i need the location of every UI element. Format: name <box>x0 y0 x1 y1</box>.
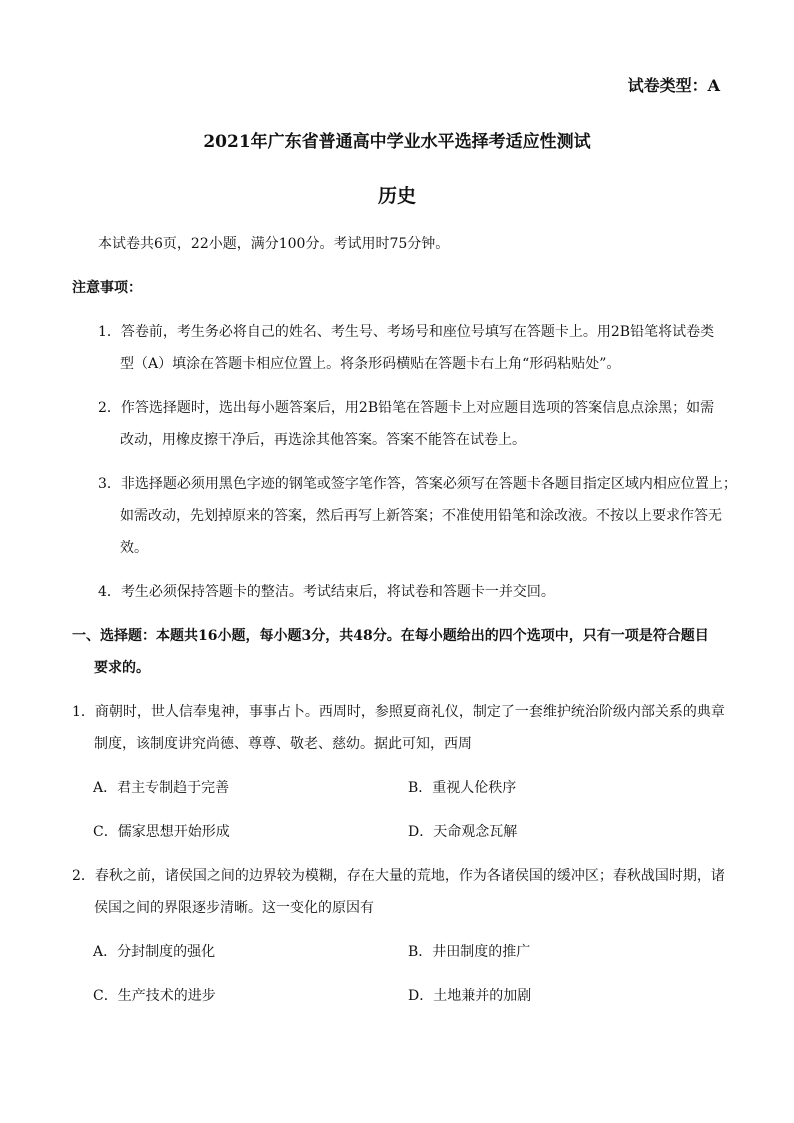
paper-type-label: 试卷类型：A <box>627 76 720 95</box>
notice-1-line-2: 型（A）填涂在答题卡相应位置上。将条形码横贴在答题卡右上角“形码粘贴处”。 <box>120 356 621 372</box>
question-2-option-c: C．生产技术的进步 <box>93 988 216 1004</box>
section-1-heading-line-2: 要求的。 <box>94 660 150 676</box>
notice-2-line-1: 2．作答选择题时，选出每小题答案后，用2B铅笔在答题卡上对应题目选项的答案信息点涂黑；如需 <box>98 400 715 416</box>
notice-3-line-1: 3．非选择题必须用黑色字迹的钢笔或签字笔作答，答案必须写在答题卡各题目指定区域内相应位置上； <box>98 476 737 492</box>
notice-2-line-2: 改动，用橡皮擦干净后，再选涂其他答案。答案不能答在试卷上。 <box>120 432 526 448</box>
question-1-option-c: C．儒家思想开始形成 <box>93 824 230 840</box>
question-1-option-a: A．君主专制趋于完善 <box>93 780 230 796</box>
question-2-stem-line-2: 侯国之间的界限逐步清晰。这一变化的原因有 <box>94 900 374 916</box>
question-2-option-a: A．分封制度的强化 <box>93 944 216 960</box>
question-2-option-d: D．土地兼并的加剧 <box>408 988 532 1004</box>
question-1-option-b: B．重视人伦秩序 <box>408 780 517 796</box>
notice-3-line-2: 如需改动，先划掉原来的答案，然后再写上新答案；不准使用铅笔和涂改液。不按以上要求作答无 <box>120 508 722 524</box>
section-1-heading: 一、选择题：本题共16小题，每小题3分，共48分。在每小题给出的四个选项中，只有一项是符合题目 <box>72 628 709 644</box>
notice-heading: 注意事项： <box>72 280 142 296</box>
subject-title: 历史 <box>377 185 416 207</box>
question-2-option-b: B．井田制度的推广 <box>408 944 531 960</box>
question-1-stem-line-2: 制度，该制度讲究尚德、尊尊、敬老、慈幼。据此可知，西周 <box>94 736 472 752</box>
notice-1-line-1: 1．答卷前，考生务必将自己的姓名、考生号、考场号和座位号填写在答题卡上。用2B铅笔将试卷类 <box>98 324 715 340</box>
intro-text: 本试卷共6页，22小题，满分100分。考试用时75分钟。 <box>98 236 450 252</box>
question-1-option-d: D．天命观念瓦解 <box>408 824 518 840</box>
exam-title: 2021年广东省普通高中学业水平选择考适应性测试 <box>203 132 591 152</box>
question-1-stem-line-1: 1．商朝时，世人信奉鬼神，事事占卜。西周时，参照夏商礼仪，制定了一套维护统治阶级内部关系的典章 <box>72 704 725 720</box>
question-2-stem-line-1: 2．春秋之前，诸侯国之间的边界较为模糊，存在大量的荒地，作为各诸侯国的缓冲区；春秋战国时期，诸 <box>72 868 725 884</box>
notice-4-line-1: 4．考生必须保持答题卡的整洁。考试结束后，将试卷和答题卡一并交回。 <box>98 584 555 600</box>
notice-3-line-3: 效。 <box>120 540 148 556</box>
